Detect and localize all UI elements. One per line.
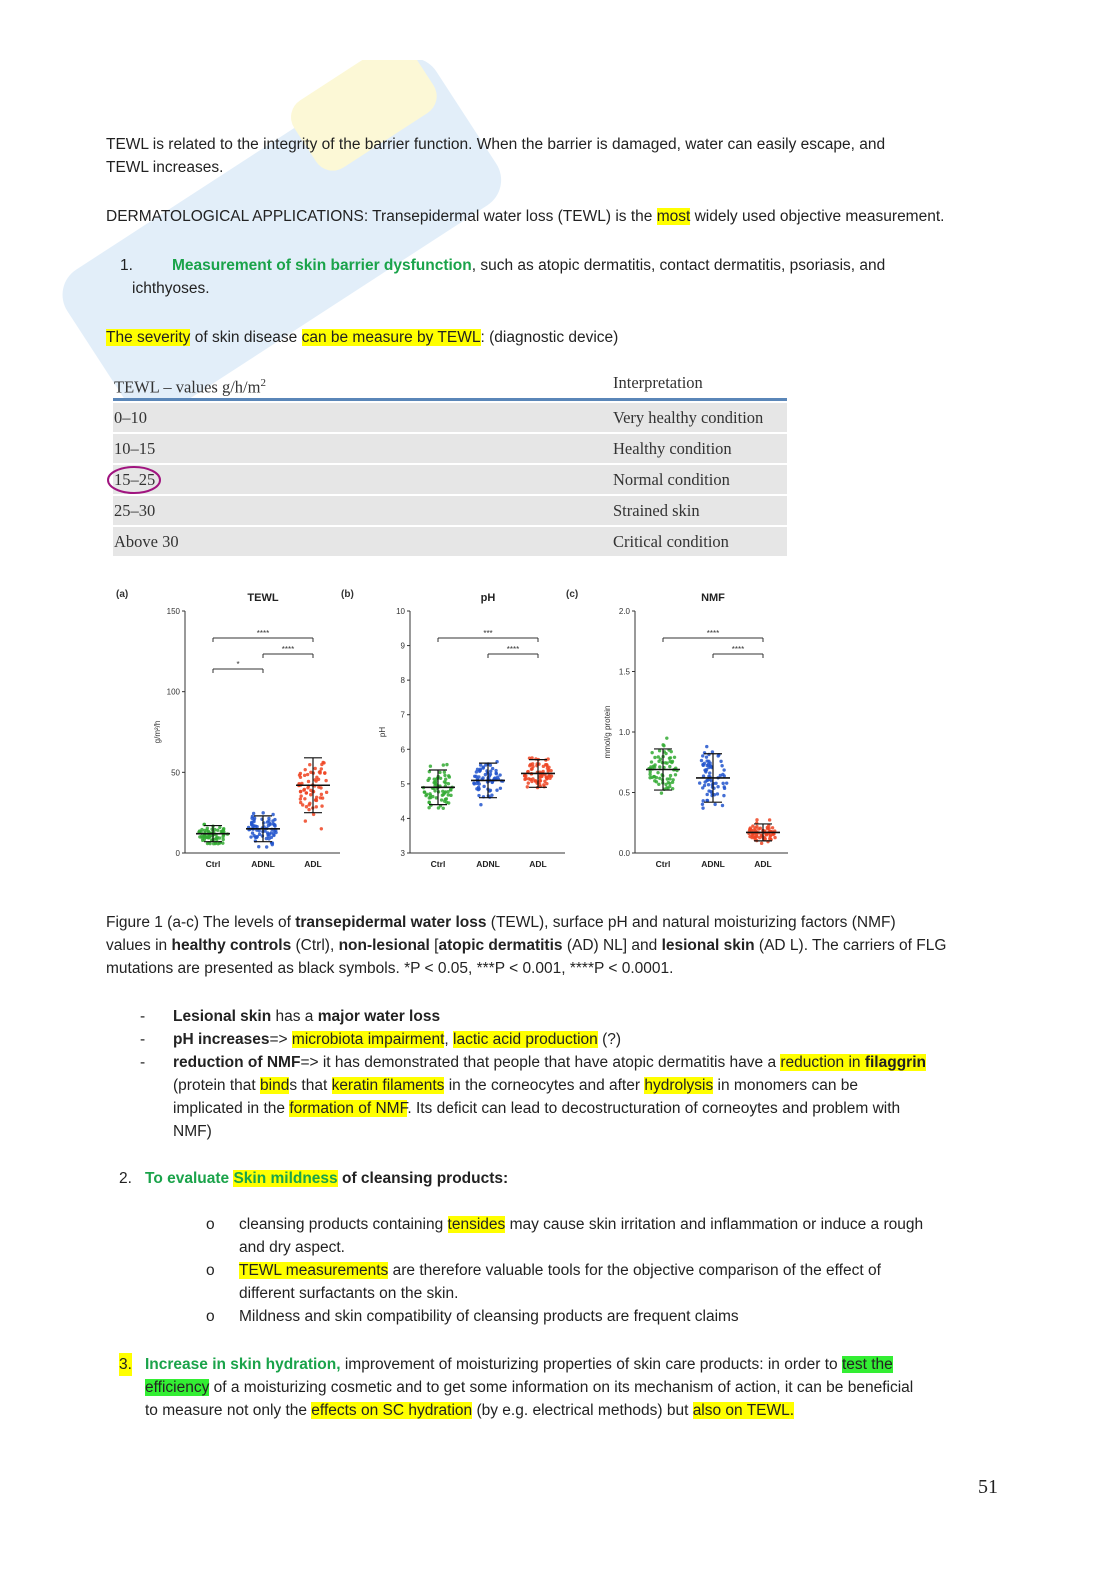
data-point: [671, 760, 674, 763]
data-point: [773, 836, 776, 839]
data-point: [713, 803, 716, 806]
data-point: [668, 785, 671, 788]
data-point: [443, 770, 446, 773]
data-point: [658, 765, 661, 768]
data-point: [304, 819, 307, 822]
data-point: [490, 793, 493, 796]
data-point: [700, 759, 703, 762]
dermatological-applications: DERMATOLOGICAL APPLICATIONS: Transepidermal water loss (TEWL) is the most widely used objective measurement.: [106, 208, 945, 225]
y-tick-label: 1.5: [618, 667, 630, 677]
table-row: 25–30 Strained skin: [113, 494, 787, 525]
data-point: [272, 830, 275, 833]
y-tick-label: 150: [166, 607, 180, 616]
data-point: [771, 826, 774, 829]
y-tick-label: 100: [166, 687, 180, 697]
data-point: [703, 780, 706, 783]
y-tick-label: 6: [400, 745, 405, 755]
data-point: [666, 777, 669, 780]
data-point: [475, 770, 478, 773]
data-point: [257, 845, 260, 848]
data-point: [308, 763, 311, 766]
data-point: [257, 829, 260, 832]
data-point: [252, 812, 255, 815]
data-point: [527, 781, 530, 784]
data-point: [705, 764, 708, 767]
list-item: o Mildness and skin compatibility of cleansing products are frequent claims: [206, 1308, 739, 1325]
chart-title: pH: [480, 592, 496, 604]
data-point: [263, 829, 266, 832]
data-point: [721, 804, 724, 807]
header-values: TEWL – values $g/h/m^2$: [114, 377, 266, 397]
data-point: [314, 798, 317, 801]
data-point: [755, 818, 758, 821]
y-axis-label: mmol/g protein: [603, 705, 612, 759]
data-point: [301, 803, 304, 806]
data-point: [198, 835, 201, 838]
data-point: [701, 806, 704, 809]
data-point: [722, 794, 725, 797]
data-point: [444, 778, 447, 781]
data-point: [218, 826, 221, 829]
significance-label: ***: [483, 629, 493, 638]
significance-label: ****: [506, 645, 520, 654]
data-point: [708, 771, 711, 774]
data-point: [701, 754, 704, 757]
data-point: [318, 771, 321, 774]
data-point: [432, 781, 435, 784]
significance-label: ****: [256, 629, 270, 638]
data-point: [323, 772, 326, 775]
data-point: [325, 791, 328, 794]
data-point: [653, 779, 656, 782]
x-tick-label: ADL: [529, 859, 547, 869]
data-point: [653, 756, 656, 759]
data-point: [433, 777, 436, 780]
x-tick-label: ADL: [754, 859, 772, 869]
data-point: [482, 785, 485, 788]
data-point: [757, 827, 760, 830]
data-point: [438, 771, 441, 774]
data-point: [705, 755, 708, 758]
table-header: [113, 368, 787, 401]
data-point: [305, 805, 308, 808]
list-item: o cleansing products containing tensides may cause skin irritation and inflammation or induce a rough and dry aspect.: [206, 1216, 924, 1256]
chart-title: NMF: [701, 592, 725, 604]
data-point: [212, 842, 215, 845]
data-point: [479, 768, 482, 771]
data-point: [723, 774, 726, 777]
data-point: [306, 773, 309, 776]
data-point: [440, 798, 443, 801]
data-point: [477, 794, 480, 797]
data-point: [320, 827, 323, 830]
data-point: [540, 775, 543, 778]
data-point: [499, 787, 502, 790]
data-point: [424, 794, 427, 797]
data-point: [324, 779, 327, 782]
data-point: [299, 776, 302, 779]
data-point: [299, 797, 302, 800]
header-interpretation: Interpretation: [613, 373, 703, 392]
data-point: [652, 765, 655, 768]
data-point: [304, 768, 307, 771]
data-point: [481, 776, 484, 779]
data-point: [299, 772, 302, 775]
data-point: [315, 805, 318, 808]
data-point: [472, 781, 475, 784]
data-point: [271, 843, 274, 846]
y-tick-label: 1.0: [618, 728, 630, 737]
data-point: [207, 830, 210, 833]
data-point: [648, 773, 651, 776]
data-point: [314, 767, 317, 770]
data-point: [725, 781, 728, 784]
data-point: [443, 774, 446, 777]
y-tick-label: 7: [400, 710, 405, 720]
data-point: [650, 751, 653, 754]
data-point: [760, 842, 763, 845]
data-point: [542, 765, 545, 768]
data-point: [477, 775, 480, 778]
data-point: [539, 779, 542, 782]
data-point: [489, 773, 492, 776]
data-point: [308, 802, 311, 805]
data-point: [447, 774, 450, 777]
list-item-2: 2. To evaluate Skin mildness of cleansing products:: [119, 1170, 509, 1187]
data-point: [431, 795, 434, 798]
data-point: [657, 783, 660, 786]
figure-caption: Figure 1 (a-c) The levels of transepidermal water loss (TEWL), surface pH and natural moisturizing factors (NMF) values in healthy controls (Ctrl), non-lesional [atopic dermatitis (AD) NL] and lesional skin (AD L). The carriers of FLG mutations are presented as black symbols. *P < 0.05, ***P < 0.001, ****P < 0.0001.: [106, 914, 947, 977]
data-point: [548, 777, 551, 780]
data-point: [271, 819, 274, 822]
data-point: [303, 788, 306, 791]
data-point: [668, 765, 671, 768]
data-point: [664, 752, 667, 755]
data-point: [709, 764, 712, 767]
data-point: [698, 781, 701, 784]
data-point: [208, 834, 211, 837]
data-point: [716, 785, 719, 788]
data-point: [205, 836, 208, 839]
data-point: [766, 827, 769, 830]
data-point: [443, 791, 446, 794]
data-point: [669, 756, 672, 759]
data-point: [707, 789, 710, 792]
data-point: [307, 808, 310, 811]
data-point: [250, 821, 253, 824]
data-point: [705, 745, 708, 748]
data-point: [722, 768, 725, 771]
chart-title: TEWL: [247, 592, 279, 604]
data-point: [673, 756, 676, 759]
panel-label: (c): [566, 589, 579, 600]
data-point: [447, 801, 450, 804]
data-point: [719, 760, 722, 763]
data-point: [428, 792, 431, 795]
data-point: [704, 769, 707, 772]
data-point: [546, 767, 549, 770]
data-point: [449, 794, 452, 797]
data-point: [656, 771, 659, 774]
data-point: [659, 758, 662, 761]
data-point: [427, 801, 430, 804]
list-item: - reduction of NMF=> it has demonstrated that people that have atopic dermatitis have a reduction in filaggrin (protein that binds that keratin filaments in the corneocytes and after hydrolysis in monomers can be implicated in the formation of NMF. Its deficit can lead to decostructuration of corneoytes and problem with NMF): [140, 1054, 926, 1140]
data-point: [299, 790, 302, 793]
severity-line: The severity of skin disease can be measure by TEWL: (diagnostic device): [106, 329, 619, 346]
data-point: [749, 826, 752, 829]
tewl-table: [113, 368, 787, 556]
data-point: [545, 782, 548, 785]
hand-drawn-circle: [104, 462, 166, 498]
data-point: [307, 780, 310, 783]
table-row: Above 30 Critical condition: [113, 525, 787, 556]
list-item: - Lesional skin has a major water loss: [140, 1008, 441, 1025]
data-point: [216, 829, 219, 832]
data-point: [664, 783, 667, 786]
x-tick-label: ADL: [304, 859, 322, 869]
data-point: [495, 788, 498, 791]
data-point: [701, 803, 704, 806]
data-point: [523, 774, 526, 777]
data-point: [541, 770, 544, 773]
x-tick-label: ADNL: [701, 859, 725, 869]
data-point: [721, 782, 724, 785]
y-tick-label: 0: [175, 849, 180, 858]
data-point: [495, 772, 498, 775]
data-point: [254, 825, 257, 828]
y-tick-label: 9: [400, 641, 405, 651]
data-point: [526, 785, 529, 788]
data-point: [707, 783, 710, 786]
data-point: [545, 776, 548, 779]
data-point: [723, 787, 726, 790]
sub-list: [106, 1213, 1006, 1328]
panel-label: (b): [341, 589, 354, 600]
data-point: [705, 793, 708, 796]
data-point: [449, 788, 452, 791]
data-point: [705, 759, 708, 762]
data-point: [720, 764, 723, 767]
data-point: [545, 763, 548, 766]
data-point: [272, 833, 275, 836]
data-point: [252, 818, 255, 821]
y-axis-label: pH: [378, 726, 387, 738]
y-tick-label: 4: [400, 814, 405, 824]
data-point: [428, 777, 431, 780]
y-tick-label: 3: [400, 849, 405, 858]
data-point: [716, 792, 719, 795]
list-item: - pH increases=> microbiota impairment, lactic acid production (?): [140, 1031, 622, 1048]
data-point: [703, 784, 706, 787]
data-point: [523, 778, 526, 781]
data-point: [475, 787, 478, 790]
data-point: [433, 789, 436, 792]
data-point: [319, 796, 322, 799]
data-point: [314, 779, 317, 782]
data-point: [674, 773, 677, 776]
y-tick-label: 0.0: [618, 849, 630, 858]
data-point: [660, 791, 663, 794]
data-point: [320, 793, 323, 796]
intro-paragraph: TEWL is related to the integrity of the barrier function. When the barrier is damaged, water can easily escape, and TEWL increases.: [106, 136, 886, 176]
significance-label: ****: [731, 645, 745, 654]
y-tick-label: 50: [171, 768, 180, 778]
data-point: [442, 807, 445, 810]
figure-1-charts: [108, 583, 788, 883]
list-item-1: 1. Measurement of skin barrier dysfunction, such as atopic dermatitis, contact dermatitis, psoriasis, and ichthyoses.: [106, 254, 1006, 300]
data-point: [650, 760, 653, 763]
significance-label: *: [236, 660, 240, 669]
data-point: [249, 835, 252, 838]
table-row: 15–25 Normal condition: [113, 463, 787, 494]
x-tick-label: Ctrl: [655, 859, 671, 869]
item-number: 1.: [120, 257, 133, 274]
data-point: [530, 780, 533, 783]
data-point: [252, 834, 255, 837]
dash-list: [106, 1005, 1006, 1143]
data-point: [442, 763, 445, 766]
data-point: [474, 775, 477, 778]
data-point: [665, 736, 668, 739]
panel-label: (a): [116, 589, 129, 600]
y-tick-label: 2.0: [618, 607, 630, 616]
data-point: [306, 786, 309, 789]
table-row: 10–15 Healthy condition: [113, 432, 787, 463]
data-point: [256, 835, 259, 838]
significance-label: ****: [706, 629, 720, 638]
data-point: [273, 823, 276, 826]
data-point: [542, 783, 545, 786]
data-point: [529, 763, 532, 766]
data-point: [309, 793, 312, 796]
data-point: [534, 779, 537, 782]
table-row: 0–10 Very healthy condition: [113, 401, 787, 432]
data-point: [758, 836, 761, 839]
data-point: [299, 794, 302, 797]
data-point: [309, 771, 312, 774]
data-point: [669, 774, 672, 777]
data-point: [267, 834, 270, 837]
data-point: [768, 818, 771, 821]
data-point: [268, 822, 271, 825]
data-point: [662, 744, 665, 747]
data-point: [648, 776, 651, 779]
data-point: [218, 836, 221, 839]
data-point: [479, 763, 482, 766]
data-point: [305, 791, 308, 794]
data-point: [445, 763, 448, 766]
data-point: [491, 767, 494, 770]
data-point: [701, 763, 704, 766]
data-point: [444, 798, 447, 801]
significance-label: ****: [281, 645, 295, 654]
x-tick-label: Ctrl: [205, 859, 221, 869]
data-point: [320, 763, 323, 766]
list-item: o TEWL measurements are therefore valuable tools for the objective comparison of the effect of different surfactants on the skin.: [206, 1262, 881, 1302]
y-tick-label: 5: [400, 779, 405, 789]
data-point: [711, 750, 714, 753]
data-point: [671, 781, 674, 784]
page-number: 51: [978, 1476, 998, 1498]
data-point: [665, 761, 668, 764]
x-tick-label: ADNL: [251, 859, 275, 869]
data-point: [429, 764, 432, 767]
data-point: [206, 842, 209, 845]
y-axis-label: g/m²/h: [153, 720, 162, 744]
data-point: [423, 790, 426, 793]
data-point: [479, 803, 482, 806]
data-point: [670, 750, 673, 753]
list-item-3: 3. Increase in skin hydration, improvement of moisturizing properties of skin care products: in order to test the efficiency of a moisturizing cosmetic and to get some information on its mechanism of action, it can be beneficial to measure not only the effects on SC hydration (by e.g. electrical methods) but also on TEWL.: [106, 1353, 1006, 1422]
data-point: [261, 811, 264, 814]
y-tick-label: 0.5: [618, 788, 630, 798]
data-point: [265, 845, 268, 848]
x-tick-label: ADNL: [476, 859, 500, 869]
y-tick-label: 8: [400, 676, 405, 686]
data-point: [320, 804, 323, 807]
data-point: [303, 797, 306, 800]
y-tick-label: 10: [396, 607, 405, 616]
data-point: [530, 767, 533, 770]
data-point: [444, 781, 447, 784]
x-tick-label: Ctrl: [430, 859, 446, 869]
data-point: [303, 774, 306, 777]
